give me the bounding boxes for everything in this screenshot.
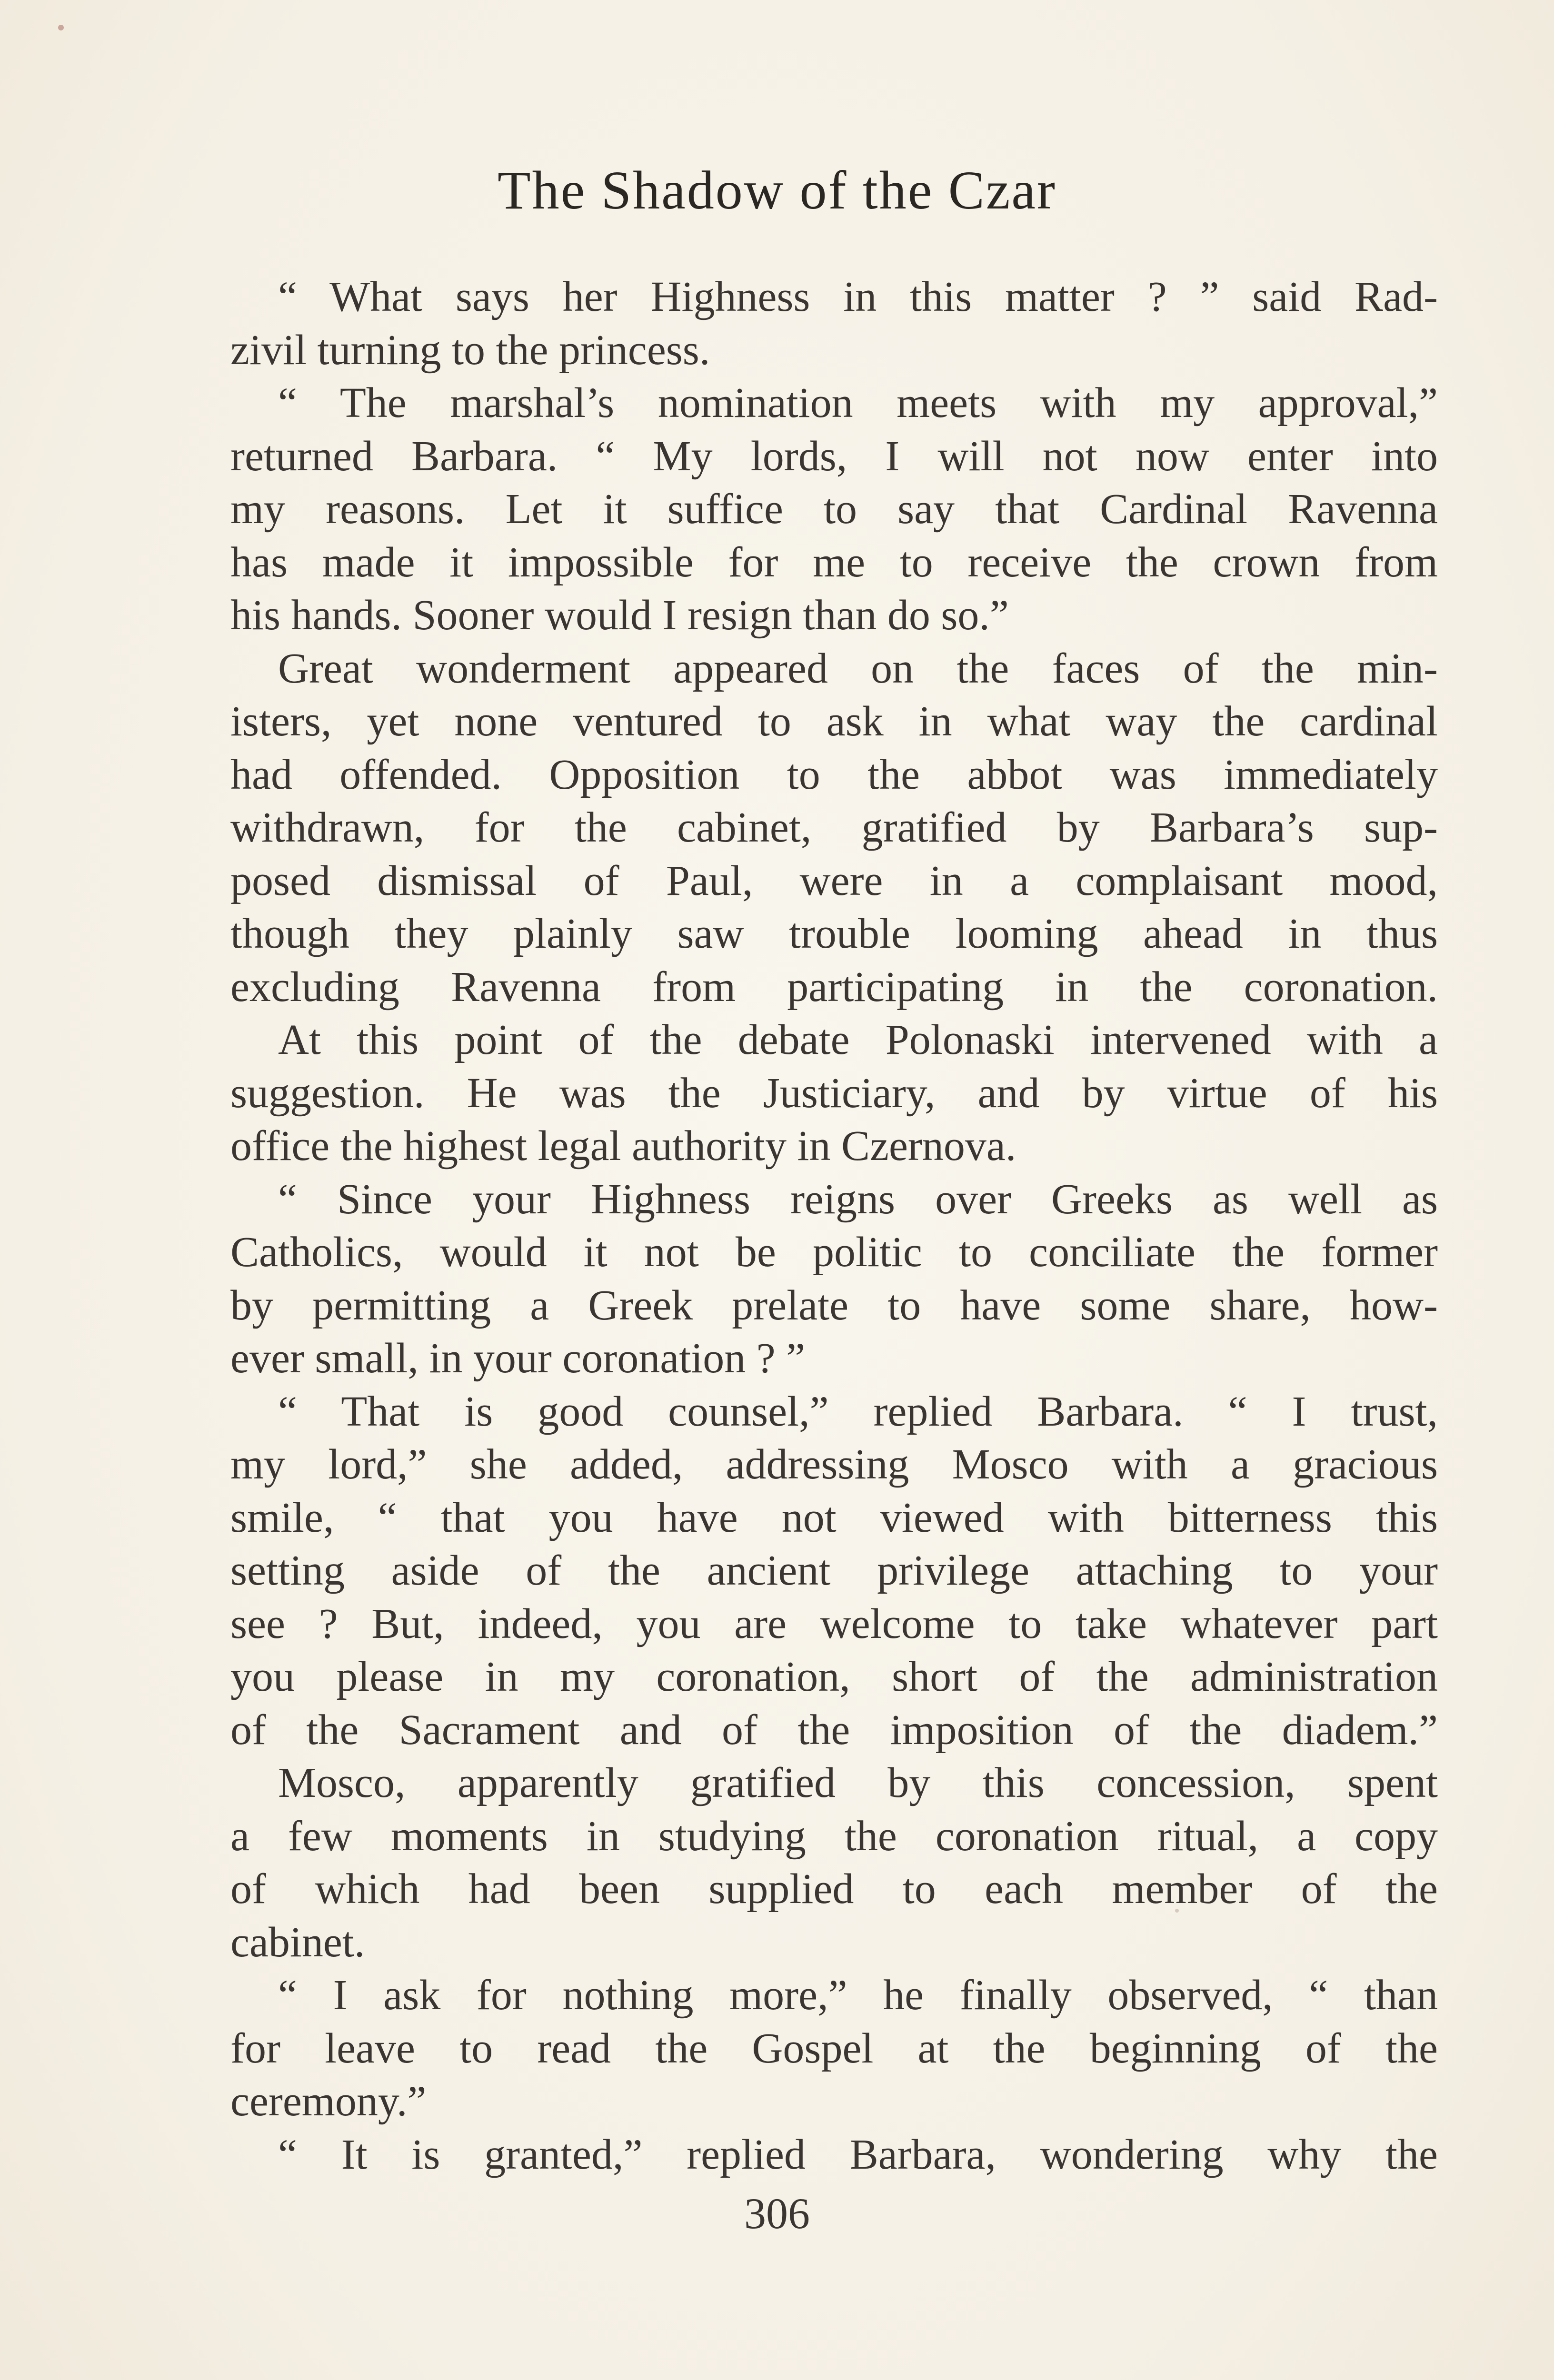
text-line: of which had been supplied to each member of the <box>230 1865 1438 1913</box>
text-line: “ What says her Highness in this matter ? ” said Rad- <box>278 273 1438 320</box>
text-line: Catholics, would it not be politic to conciliate the former <box>230 1229 1438 1276</box>
text-line: “ I ask for nothing more,” he finally observed, “ than <box>278 1972 1438 2019</box>
text-line: withdrawn, for the cabinet, gratified by Barbara’s sup- <box>230 804 1438 851</box>
text-line: returned Barbara. “ My lords, I will not now enter into <box>230 432 1438 480</box>
text-line: for leave to read the Gospel at the beginning of the <box>230 2024 1438 2072</box>
text-line: had offended. Opposition to the abbot was immediately <box>230 751 1438 798</box>
text-line: smile, “ that you have not viewed with bitterness this <box>230 1494 1438 1541</box>
text-line: my lord,” she added, addressing Mosco with a gracious <box>230 1441 1438 1488</box>
text-line: Great wonderment appeared on the faces of the min- <box>278 645 1438 692</box>
page-number: 306 <box>744 2189 810 2238</box>
text-line: though they plainly saw trouble looming ahead in thus <box>230 910 1438 957</box>
text-line: “ The marshal’s nomination meets with my approval,” <box>278 379 1438 426</box>
text-line: Mosco, apparently gratified by this concession, spent <box>278 1759 1438 1806</box>
text-line: of the Sacrament and of the imposition of the diadem.” <box>230 1706 1438 1754</box>
text-line: ceremony.” <box>230 2078 427 2125</box>
text-line: has made it impossible for me to receive the crown from <box>230 538 1438 586</box>
text-line: my reasons. Let it suffice to say that Cardinal Ravenna <box>230 486 1438 533</box>
text-line: At this point of the debate Polonaski intervened with a <box>278 1016 1438 1063</box>
text-line: excluding Ravenna from participating in the coronation. <box>230 963 1438 1011</box>
text-line: suggestion. He was the Justiciary, and by virtue of his <box>230 1069 1438 1117</box>
text-line: by permitting a Greek prelate to have some share, how- <box>230 1281 1438 1329</box>
text-line: office the highest legal authority in Czernova. <box>230 1122 1016 1170</box>
text-line: “ It is granted,” replied Barbara, wondering why the <box>278 2131 1438 2178</box>
paper-speck <box>58 25 64 30</box>
text-line: a few moments in studying the coronation ritual, a copy <box>230 1812 1438 1860</box>
text-line: “ Since your Highness reigns over Greeks as well as <box>278 1175 1438 1223</box>
text-line: zivil turning to the princess. <box>230 326 710 374</box>
text-line: isters, yet none ventured to ask in what way the cardinal <box>230 698 1438 745</box>
text-line: “ That is good counsel,” replied Barbara. “ I trust, <box>278 1388 1438 1435</box>
text-line: setting aside of the ancient privilege attaching to your <box>230 1547 1438 1594</box>
text-line: his hands. Sooner would I resign than do so.” <box>230 592 1009 639</box>
text-line: ever small, in your coronation ? ” <box>230 1335 806 1382</box>
text-line: posed dismissal of Paul, were in a complaisant mood, <box>230 857 1438 904</box>
text-line: you please in my coronation, short of the administration <box>230 1653 1438 1700</box>
text-line: see ? But, indeed, you are welcome to take whatever part <box>230 1600 1438 1647</box>
running-head: The Shadow of the Czar <box>498 160 1056 220</box>
text-line: cabinet. <box>230 1918 365 1966</box>
body-text <box>230 270 1438 2181</box>
